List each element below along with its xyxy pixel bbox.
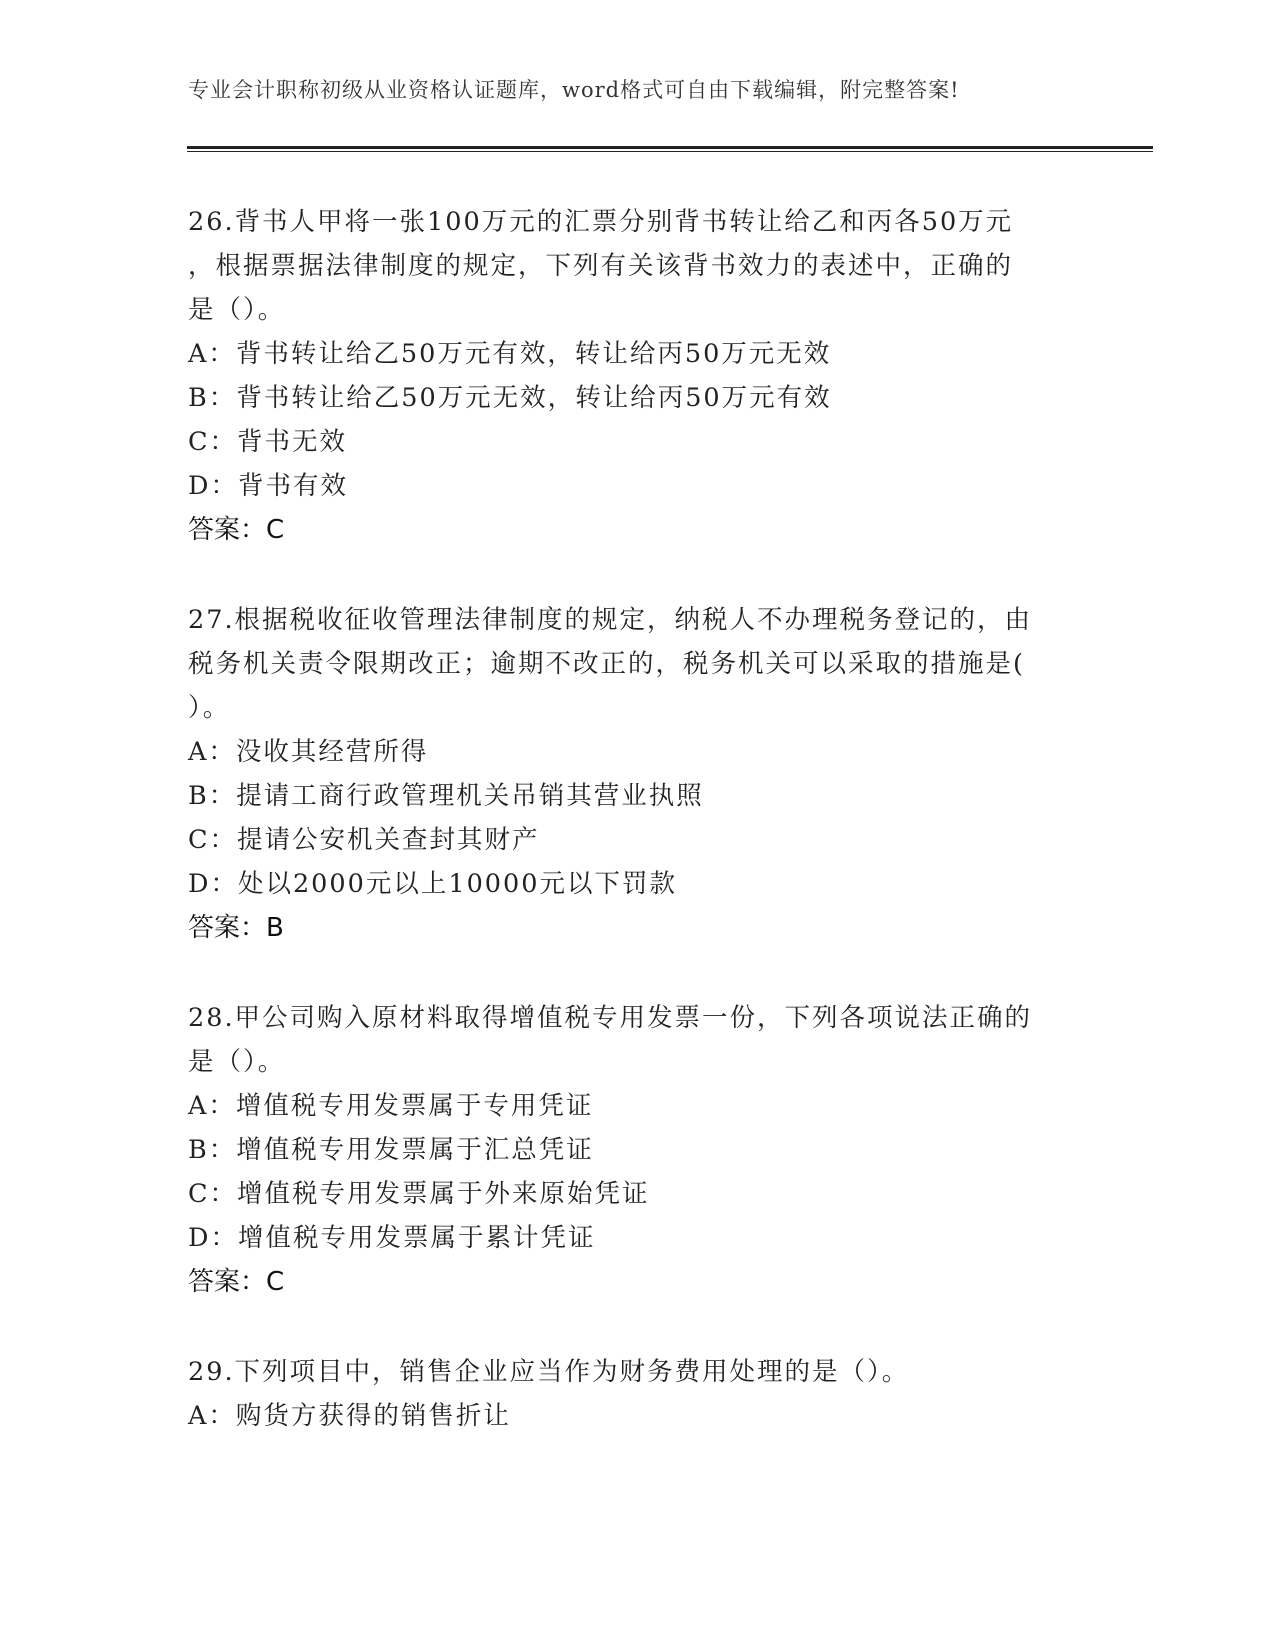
question-29-option-a: A：购货方获得的销售折让	[188, 1401, 511, 1431]
question-27-option-b: B：提请工商行政管理机关吊销其营业执照	[188, 781, 704, 811]
question-28-stem-line-2: 是（）。	[188, 1047, 286, 1077]
page-header: 专业会计职称初级从业资格认证题库，word格式可自由下载编辑，附完整答案!	[188, 78, 960, 102]
question-27-answer: 答案：B	[188, 913, 284, 943]
question-28-stem-line-1: 28.甲公司购入原材料取得增值税专用发票一份，下列各项说法正确的	[188, 1003, 1033, 1033]
question-28-option-d: D：增值税专用发票属于累计凭证	[188, 1223, 596, 1253]
question-26-option-b: B：背书转让给乙50万元无效，转让给丙50万元有效	[188, 383, 832, 413]
question-27-option-c: C：提请公安机关查封其财产	[188, 825, 540, 855]
header-rule-thick	[187, 146, 1153, 149]
question-26-stem-line-1: 26.背书人甲将一张100万元的汇票分别背书转让给乙和丙各50万元	[188, 207, 1014, 237]
question-29-stem-line-1: 29.下列项目中，销售企业应当作为财务费用处理的是（）。	[188, 1357, 910, 1387]
question-26-option-c: C：背书无效	[188, 427, 348, 457]
question-27-option-d: D：处以2000元以上10000元以下罚款	[188, 869, 677, 899]
question-27-stem-line-1: 27.根据税收征收管理法律制度的规定，纳税人不办理税务登记的，由	[188, 605, 1033, 635]
question-28-option-a: A：增值税专用发票属于专用凭证	[188, 1091, 594, 1121]
question-28-option-b: B：增值税专用发票属于汇总凭证	[188, 1135, 594, 1165]
question-26-option-a: A：背书转让给乙50万元有效，转让给丙50万元无效	[188, 339, 832, 369]
question-27-option-a: A：没收其经营所得	[188, 737, 429, 767]
question-26-stem-line-3: 是（）。	[188, 295, 286, 325]
question-27-stem-line-3: ）。	[188, 693, 231, 723]
question-28-answer: 答案：C	[188, 1267, 285, 1297]
question-26-answer: 答案：C	[188, 515, 285, 545]
question-28-option-c: C：增值税专用发票属于外来原始凭证	[188, 1179, 650, 1209]
question-26-stem-line-2: ，根据票据法律制度的规定，下列有关该背书效力的表述中，正确的	[188, 251, 1014, 281]
question-26-option-d: D：背书有效	[188, 471, 348, 501]
header-rule-thin	[187, 151, 1153, 152]
question-27-stem-line-2: 税务机关责令限期改正；逾期不改正的，税务机关可以采取的措施是(	[188, 649, 1025, 679]
